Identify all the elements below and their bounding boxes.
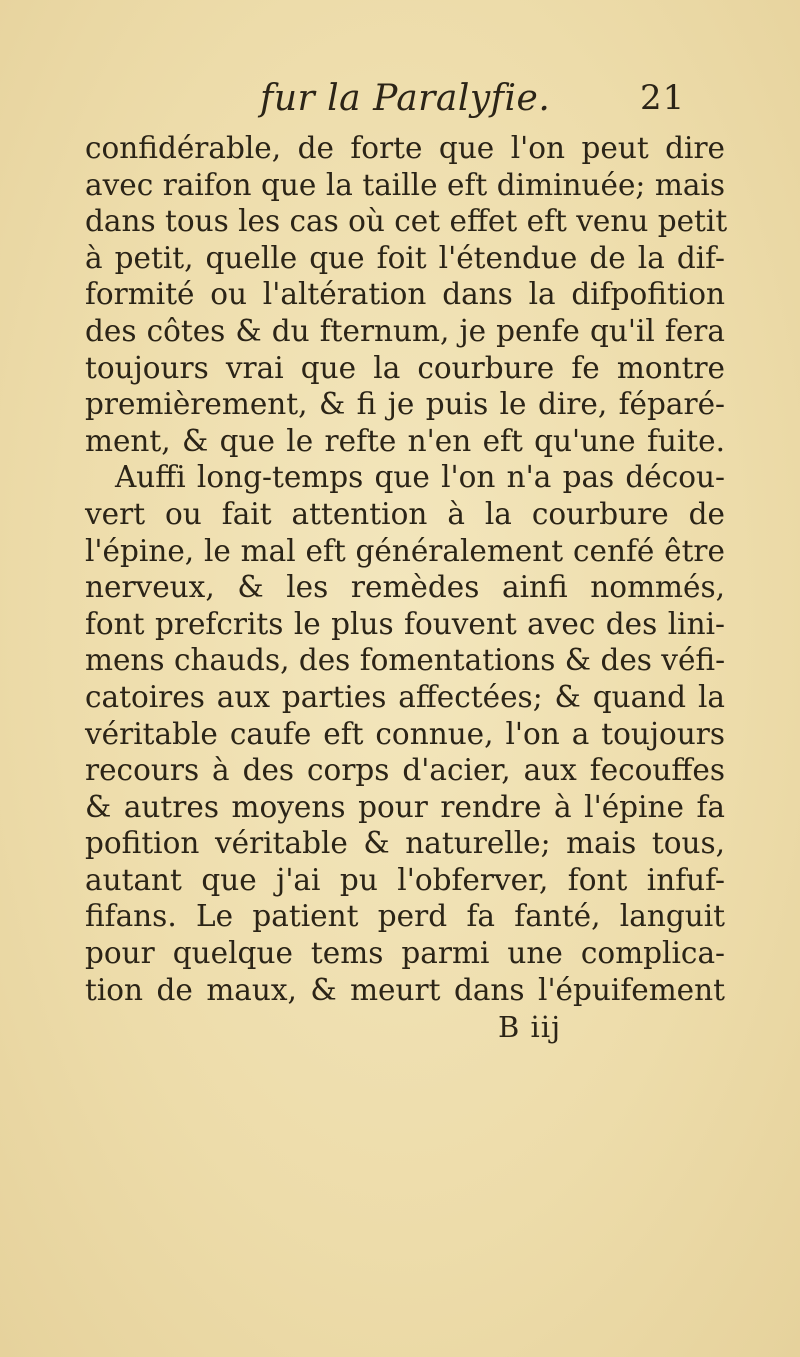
text-line: véritable caufe eft connue, l'on a toujours — [85, 716, 725, 751]
text-line: premièrement, & fi je puis le dire, féparé- — [85, 387, 725, 422]
text-line: tion de maux, & meurt dans l'épuifement — [85, 972, 725, 1007]
text-line: l'épine, le mal eft généralement cenfé être — [85, 533, 725, 568]
text-line: catoires aux parties affectées; & quand la — [85, 679, 725, 714]
signature-mark: B iij — [498, 1010, 562, 1044]
text-line: avec raifon que la taille eft diminuée; mais — [85, 167, 725, 202]
text-line: des côtes & du fternum, je penfe qu'il fera — [85, 313, 725, 348]
text-line: fifans. Le patient perd fa fanté, languit — [85, 899, 725, 934]
text-line: formité ou l'altération dans la difpofition — [85, 277, 725, 312]
text-line: vert ou fait attention à la courbure de — [85, 496, 725, 531]
text-line: & autres moyens pour rendre à l'épine fa — [85, 789, 725, 824]
text-line: ment, & que le refte n'en eft qu'une fuite. — [85, 423, 725, 458]
text-line: dans tous les cas où cet effet eft venu petit — [85, 204, 728, 239]
text-line: confidérable, de forte que l'on peut dire — [85, 131, 725, 165]
page-header — [0, 78, 800, 128]
text-line: pofition véritable & naturelle; mais tous, — [85, 826, 725, 861]
text-line: pour quelque tems parmi une complica- — [85, 936, 725, 971]
text-line: Auffi long-temps que l'on n'a pas décou- — [115, 460, 725, 495]
body-text — [85, 130, 728, 1008]
text-line: nerveux, & les remèdes ainfi nommés, — [85, 570, 725, 605]
text-line: autant que j'ai pu l'obferver, font infuf- — [85, 862, 725, 897]
running-title: fur la Paralyfie. — [260, 78, 551, 119]
text-line: à petit, quelle que foit l'étendue de la dif- — [85, 240, 725, 275]
text-line: recours à des corps d'acier, aux fecouffes — [85, 753, 725, 788]
text-line: mens chauds, des fomentations & des véfi- — [85, 643, 726, 678]
page-number: 21 — [640, 78, 686, 118]
text-line: toujours vrai que la courbure fe montre — [85, 350, 725, 385]
text-line: font prefcrits le plus fouvent avec des lini- — [85, 606, 725, 641]
